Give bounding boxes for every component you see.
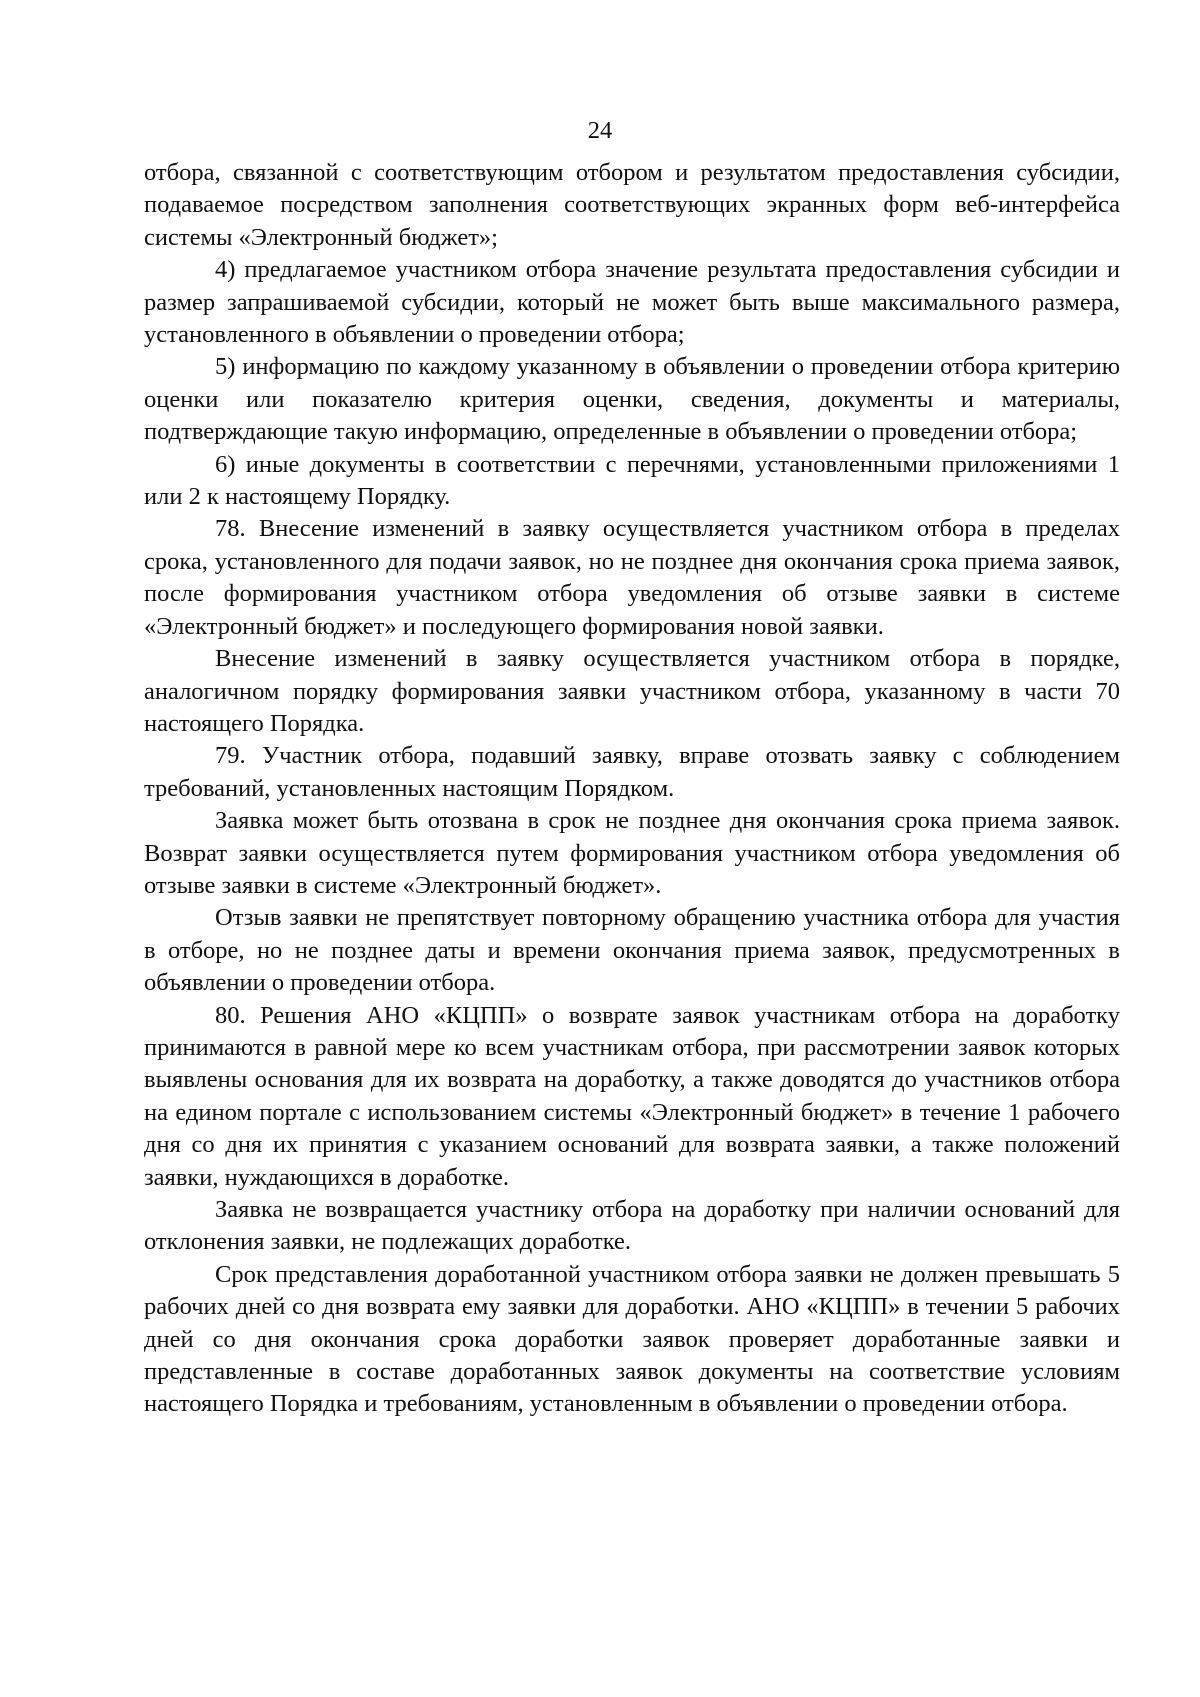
paragraph-item-6: 6) иные документы в соответствии с перечнями, установленными приложениями 1 или 2 к настоящему Порядку. [144,450,1120,511]
document-body [144,157,1120,1421]
paragraph-continuation: отбора, связанной с соответствующим отбором и результатом предоставления субсидии, подаваемое посредством заполнения соответствующих экранных форм веб-интерфейса системы «Электронный бюджет»; [144,159,1120,251]
paragraph-clause-80-no-return: Заявка не возвращается участнику отбора на доработку при наличии оснований для отклонения заявки, не подлежащих доработке. [144,1196,1120,1256]
paragraph-clause-80-deadline: Срок представления доработанной участником отбора заявки не должен превышать 5 рабочих дней со дня возврата ему заявки для доработки. АНО «КЦПП» в течении 5 рабочих дней со дня окончания срока доработки заявок проверяет доработанные заявки и представленные в составе доработанных заявок документы на соответствие условиям настоящего Порядка и требованиям, установленным в объявлении о проведении отбора. [144,1260,1120,1418]
paragraph-clause-80: 80. Решения АНО «КЦПП» о возврате заявок участникам отбора на доработку принимаются в равной мере ко всем участникам отбора, при рассмотрении заявок которых выявлены основания для их возврата на доработку, а также доводятся до участников отбора на едином портале с использованием системы «Электронный бюджет» в течение 1 рабочего дня со дня их принятия с указанием оснований для возврата заявки, а также положений заявки, нуждающихся в доработке. [144,1001,1120,1191]
paragraph-clause-78-changes: Внесение изменений в заявку осуществляется участником отбора в порядке, аналогичном порядку формирования заявки участником отбора, указанному в части 70 настоящего Порядка. [144,645,1120,737]
paragraph-clause-79: 79. Участник отбора, подавший заявку, вправе отозвать заявку с соблюдением требований, установленных настоящим Порядком. [144,742,1120,802]
paragraph-clause-79-withdrawal: Заявка может быть отозвана в срок не позднее дня окончания срока приема заявок. Возврат заявки осуществляется путем формирования участником отбора уведомления об отзыве заявки в системе «Электронный бюджет». [144,807,1120,899]
page-number: 24 [587,117,613,144]
paragraph-clause-78: 78. Внесение изменений в заявку осуществляется участником отбора в пределах срока, установленного для подачи заявок, но не позднее дня окончания срока приема заявок, после формирования участником отбора уведомления об отзыве заявки в системе «Электронный бюджет» и последующего формирования новой заявки. [144,515,1120,640]
paragraph-clause-79-reapply: Отзыв заявки не препятствует повторному обращению участника отбора для участия в отборе, но не позднее даты и времени окончания приема заявок, предусмотренных в объявлении о проведении отбора. [144,904,1120,997]
paragraph-item-4: 4) предлагаемое участником отбора значение результата предоставления субсидии и размер запрашиваемой субсидии, который не может быть выше максимального размера, установленного в объявлении о проведении отбора; [144,256,1120,349]
paragraph-item-5: 5) информацию по каждому указанному в объявлении о проведении отбора критерию оценки или показателю критерия оценки, сведения, документы и материалы, подтверждающие такую информацию, определенные в объявлении о проведении отбора; [144,353,1120,446]
